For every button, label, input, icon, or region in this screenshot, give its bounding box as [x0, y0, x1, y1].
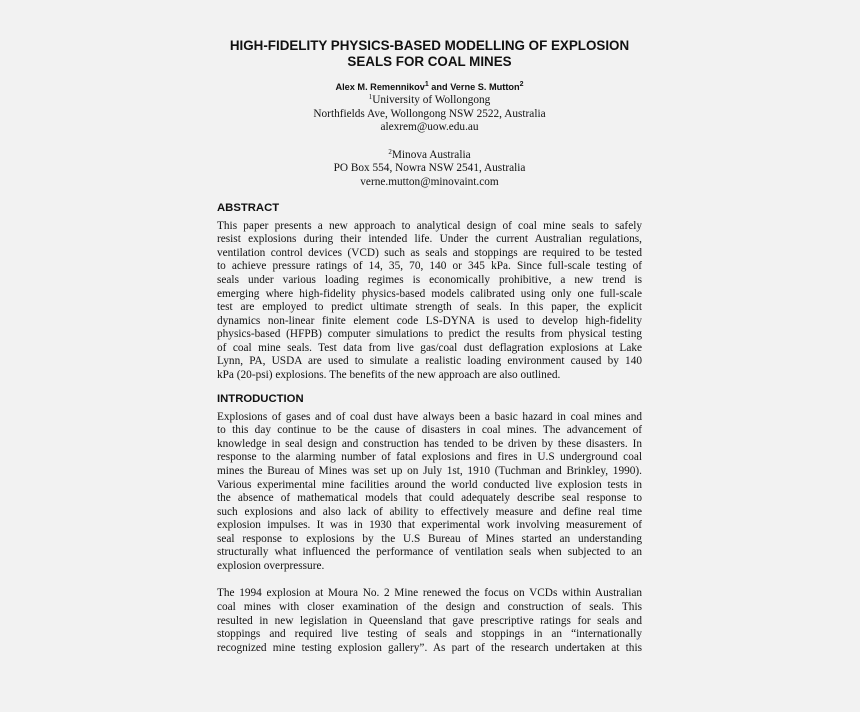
text-line: ventilation control devices (VCD) such as seals and stoppings are required to be tested	[217, 246, 642, 259]
text-line: to this day continue to be the cause of disasters in coal mines. The advancement of	[217, 424, 642, 437]
text-line: emerging where high-fidelity physics-based models calibrated using only one full-scale	[217, 287, 642, 300]
introduction-paragraph-1	[217, 411, 642, 574]
author-1-superscript: 1	[424, 81, 429, 88]
text-line: such explosions and also lack of ability to effectively measure and define real time	[217, 505, 642, 518]
text-line: kPa (20-psi) explosions. The benefits of the new approach are also outlined.	[217, 368, 561, 381]
text-line: test are employed to predict ultimate strength of seals. In this paper, the explicit	[217, 301, 642, 314]
text-line: knowledge in seal design and construction has tended to be driven by these disasters. In	[217, 437, 642, 450]
author-1-name: Alex M. Remennikov	[335, 82, 425, 92]
affiliation-2	[217, 149, 642, 190]
affiliation-1-email: alexrem@uow.edu.au	[380, 121, 479, 134]
text-line: resist explosions during their intended life. Under the current Australian regulations,	[217, 233, 642, 246]
text-line: The 1994 explosion at Moura No. 2 Mine renewed the focus on VCDs within Australian	[217, 587, 642, 600]
affiliation-1-institution: $^1$University of Wollongong	[368, 93, 491, 106]
text-line: coal mines with closer examination of the design and construction of seals. This	[217, 600, 642, 613]
author-joiner: and	[428, 82, 451, 92]
text-line: recognized mine testing explosion gallery”. As part of the research undertaken at this	[217, 641, 642, 654]
author-line	[217, 81, 642, 93]
introduction-heading: INTRODUCTION	[217, 393, 304, 406]
text-line: Explosions of gases and of coal dust have always been a basic hazard in coal mines and	[217, 410, 642, 423]
text-line: seal response to explosions by the U.S Bureau of Mines started an understanding	[217, 532, 642, 545]
introduction-paragraph-2	[217, 587, 642, 655]
affiliation-2-superscript: 2	[388, 147, 392, 156]
text-line: Various experimental mine facilities around the world conducted live explosion tests in	[217, 478, 642, 491]
text-line: explosion impulses. It was in 1930 that experimental work involving measurement of	[217, 519, 642, 532]
text-line: of coal mine seals. Test data from live gas/coal dust deflagration explosions at Lake	[217, 341, 642, 354]
text-line: This paper presents a new approach to analytical design of coal mine seals to safely	[217, 219, 642, 232]
title-line-2: SEALS FOR COAL MINES	[347, 53, 512, 69]
text-line: mines the Bureau of Mines was set up on July 1st, 1910 (Tuchman and Brinkley, 1990).	[217, 465, 642, 478]
text-line: the absence of mathematical models that could adequately describe seal response to	[217, 492, 642, 505]
text-line: stoppings and required live testing of seals and stoppings in an “internationally	[217, 628, 642, 641]
text-line: explosion overpressure.	[217, 559, 325, 572]
affiliation-2-institution: $^2$Minova Australia	[388, 147, 471, 161]
text-line: resulted in new legislation in Queensland that gave prescriptive ratings for seals and	[217, 614, 642, 627]
text-line: physics-based (HFPB) computer simulations to predict the results from physical testing	[217, 328, 642, 341]
affiliation-1	[217, 94, 642, 135]
abstract-heading: ABSTRACT	[217, 202, 280, 215]
affiliation-1-address: Northfields Ave, Wollongong NSW 2522, Australia	[313, 107, 546, 120]
text-line: seals under various loading regimes is economically prohibitive, a new trend is	[217, 273, 642, 286]
text-line: response to the alarming number of fatal explosions and fires in U.S underground coal	[217, 451, 642, 464]
affiliation-2-address: PO Box 554, Nowra NSW 2541, Australia	[333, 162, 526, 175]
text-line: Lynn, PA, USDA are used to simulate a realistic loading environment caused by 140	[217, 355, 642, 368]
title-line-1: HIGH-FIDELITY PHYSICS-BASED MODELLING OF EXPLOSION	[229, 38, 630, 53]
text-line: dynamics non-linear finite element code LS-DYNA is used to develop high-fidelity	[217, 314, 642, 327]
text-line: structurally what influenced the performance of ventilation seals when subjected to an	[217, 546, 642, 559]
text-line: to achieve pressure ratings of 14, 35, 70, 140 or 345 kPa. Since full-scale testing of	[217, 260, 642, 273]
paper-content	[217, 38, 642, 655]
paper-title	[217, 38, 642, 69]
author-2-superscript: 2	[519, 81, 524, 88]
affiliation-2-email: verne.mutton@minovaint.com	[360, 175, 499, 188]
affiliation-1-superscript: 1	[368, 93, 373, 101]
author-2-name: Verne S. Mutton	[450, 82, 520, 92]
abstract-paragraph	[217, 220, 642, 383]
